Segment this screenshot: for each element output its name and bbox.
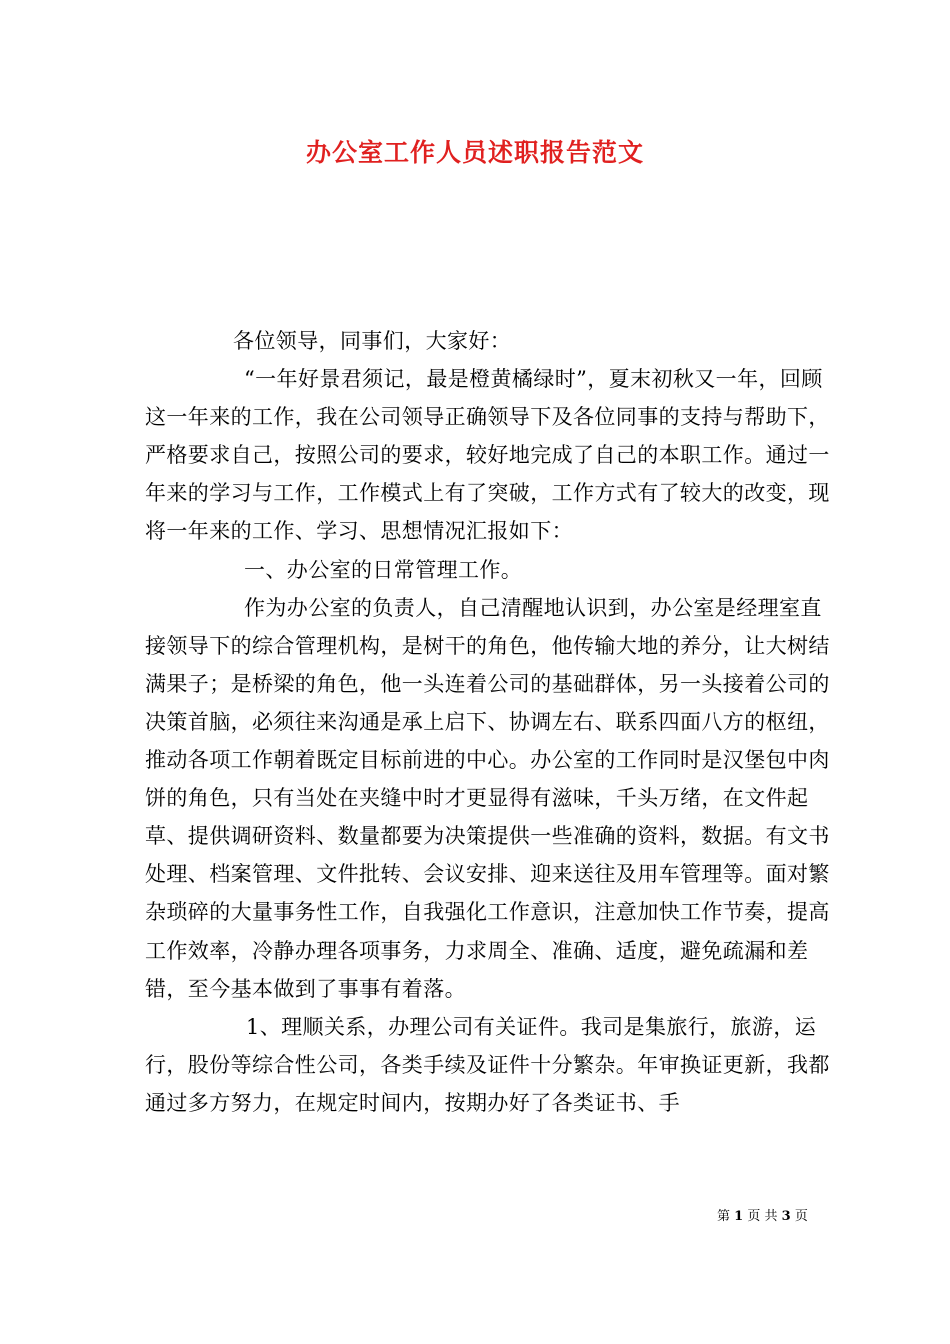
footer-total-pages: 3 (781, 1209, 791, 1224)
paragraph-item-1: 1、理顺关系，办理公司有关证件。我司是集旅行，旅游，运行，股份等综合性公司，各类手续及证件十分繁杂。年审换证更新，我都通过多方努力，在规定时间内，按期办好了各类证书、手 (145, 1014, 830, 1115)
greeting: 各位领导，同事们，大家好： (233, 329, 512, 353)
footer-current-page: 1 (734, 1209, 744, 1224)
document-title: 办公室工作人员述职报告范文 (305, 138, 644, 167)
document-body (145, 322, 835, 1122)
footer-middle: 页 共 (747, 1209, 778, 1224)
paragraph-intro: “一年好景君须记，最是橙黄橘绿时”，夏末初秋又一年，回顾这一年来的工作，我在公司领导正确领导下及各位同事的支持与帮助下，严格要求自己，按照公司的要求，较好地完成了自己的本职工作。通过一年来的学习与工作，工作模式上有了突破，工作方式有了较大的改变，现将一年来的工作、学习、思想情况汇报如下： (145, 367, 830, 544)
footer-prefix: 第 (717, 1209, 731, 1224)
footer-suffix: 页 (794, 1209, 808, 1224)
paragraph-office: 作为办公室的负责人，自己清醒地认识到，办公室是经理室直接领导下的综合管理机构，是树干的角色，他传输大地的养分，让大树结满果子；是桥梁的角色，他一头连着公司的基础群体，另一头接着公司的决策首脑，必须往来沟通是承上启下、协调左右、联系四面八方的枢纽，推动各项工作朝着既定目标前进的中心。办公室的工作同时是汉堡包中肉饼的角色，只有当处在夹缝中时才更显得有滋味，千头万绪，在文件起草、提供调研资料、数量都要为决策提供一些准确的资料，数据。有文书处理、档案管理、文件批转、会议安排、迎来送往及用车管理等。面对繁杂琐碎的大量事务性工作，自我强化工作意识，注意加快工作节奏，提高工作效率，冷静办理各项事务，力求周全、准确、适度，避免疏漏和差错，至今基本做到了事事有着落。 (145, 595, 830, 1001)
page-footer (717, 1205, 808, 1224)
section-heading: 一、办公室的日常管理工作。 (244, 557, 523, 582)
